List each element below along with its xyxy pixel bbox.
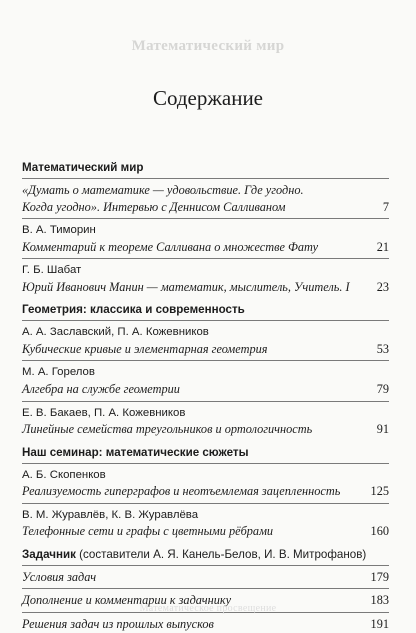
section-heading <box>22 547 389 563</box>
entry-title-line <box>22 341 389 358</box>
page-number: 183 <box>370 593 389 608</box>
divider <box>22 360 389 361</box>
section-heading <box>22 302 389 318</box>
page-number: 125 <box>370 484 389 499</box>
entry-title-line <box>22 381 389 398</box>
toc-entry[interactable] <box>22 405 389 438</box>
section-title: Наш семинар: математические сюжеты <box>22 445 249 459</box>
bleed-through-footer: Математическое просвещение <box>139 603 277 614</box>
page-number: 91 <box>376 422 389 437</box>
divider <box>22 258 389 259</box>
toc-entry[interactable] <box>22 616 389 633</box>
toc-entry[interactable] <box>22 262 389 295</box>
page-number: 23 <box>376 279 389 294</box>
entry-title-line <box>22 523 389 540</box>
divider <box>22 178 389 179</box>
entry-author: М. А. Горелов <box>22 366 95 379</box>
page-number: 21 <box>376 239 389 254</box>
entry-title: «Думать о математике — удовольствие. Где угодно. <box>22 183 304 197</box>
table-of-contents <box>22 160 389 633</box>
entry-title: Решения задач из прошлых выпусков <box>22 617 214 632</box>
section-title: Задачник <box>22 547 76 561</box>
entry-title-line <box>22 483 389 500</box>
entry-title: Комментарий к теореме Салливана о множестве Фату <box>22 239 319 254</box>
divider <box>22 218 389 219</box>
entry-title-line <box>22 279 389 296</box>
section-editors: (составители А. Я. Канель-Белов, И. В. Митрофанов) <box>75 547 367 561</box>
divider <box>22 588 389 589</box>
entry-title: Юрий Иванович Манин — математик, мыслитель, Учитель. I <box>22 279 350 294</box>
bleed-through-heading: Математический мир <box>131 38 285 54</box>
entry-title: Линейные семейства треугольников и ортологичность <box>22 422 313 437</box>
entry-title: Дополнение и комментарии к задачнику <box>22 593 232 608</box>
page-number: 179 <box>370 569 389 584</box>
entry-author: Е. В. Бакаев, П. А. Кожевников <box>22 406 186 419</box>
page-number: 53 <box>376 341 389 356</box>
entry-title-line <box>22 616 389 633</box>
entry-title-line <box>22 239 389 256</box>
entry-author: В. А. Тиморин <box>22 224 96 237</box>
section-title: Математический мир <box>22 161 144 174</box>
entry-title: Условия задач <box>22 569 97 584</box>
entry-author: В. М. Журавлёв, К. В. Журавлёва <box>22 508 199 521</box>
section-heading <box>22 160 389 176</box>
toc-entry[interactable] <box>22 182 389 215</box>
entry-title-line <box>22 199 389 216</box>
section-title: Геометрия: классика и современность <box>22 303 245 317</box>
section-heading <box>22 445 389 461</box>
entry-title: Кубические кривые и элементарная геометрия <box>22 341 268 356</box>
page-number: 7 <box>382 199 389 214</box>
toc-entry[interactable] <box>22 364 389 397</box>
page-title: Содержание <box>152 86 264 111</box>
entry-title: Алгебра на службе геометрии <box>22 381 180 396</box>
page-number: 160 <box>370 524 389 539</box>
entry-title: Когда угодно». Интервью с Деннисом Салливаном <box>22 199 286 214</box>
entry-title-line <box>22 182 389 199</box>
entry-author: А. А. Заславский, П. А. Кожевников <box>22 326 209 339</box>
toc-entry[interactable] <box>22 507 389 540</box>
entry-title-line <box>22 421 389 438</box>
toc-entry[interactable] <box>22 324 389 357</box>
entry-author: А. Б. Скопенков <box>22 468 106 481</box>
divider <box>22 320 389 321</box>
divider <box>22 463 389 464</box>
page-number: 191 <box>370 617 389 632</box>
entry-title-line <box>22 569 389 586</box>
divider <box>22 401 389 402</box>
entry-author: Г. Б. Шабат <box>22 264 82 277</box>
entry-title: Телефонные сети и графы с цветными рёбрами <box>22 524 274 539</box>
toc-entry[interactable] <box>22 222 389 255</box>
toc-entry[interactable] <box>22 569 389 586</box>
divider <box>22 565 389 566</box>
divider <box>22 503 389 504</box>
page-number: 79 <box>376 381 389 396</box>
toc-entry[interactable] <box>22 467 389 500</box>
entry-title: Реализуемость гиперграфов и неотъемлемая зацепленность <box>22 484 341 499</box>
